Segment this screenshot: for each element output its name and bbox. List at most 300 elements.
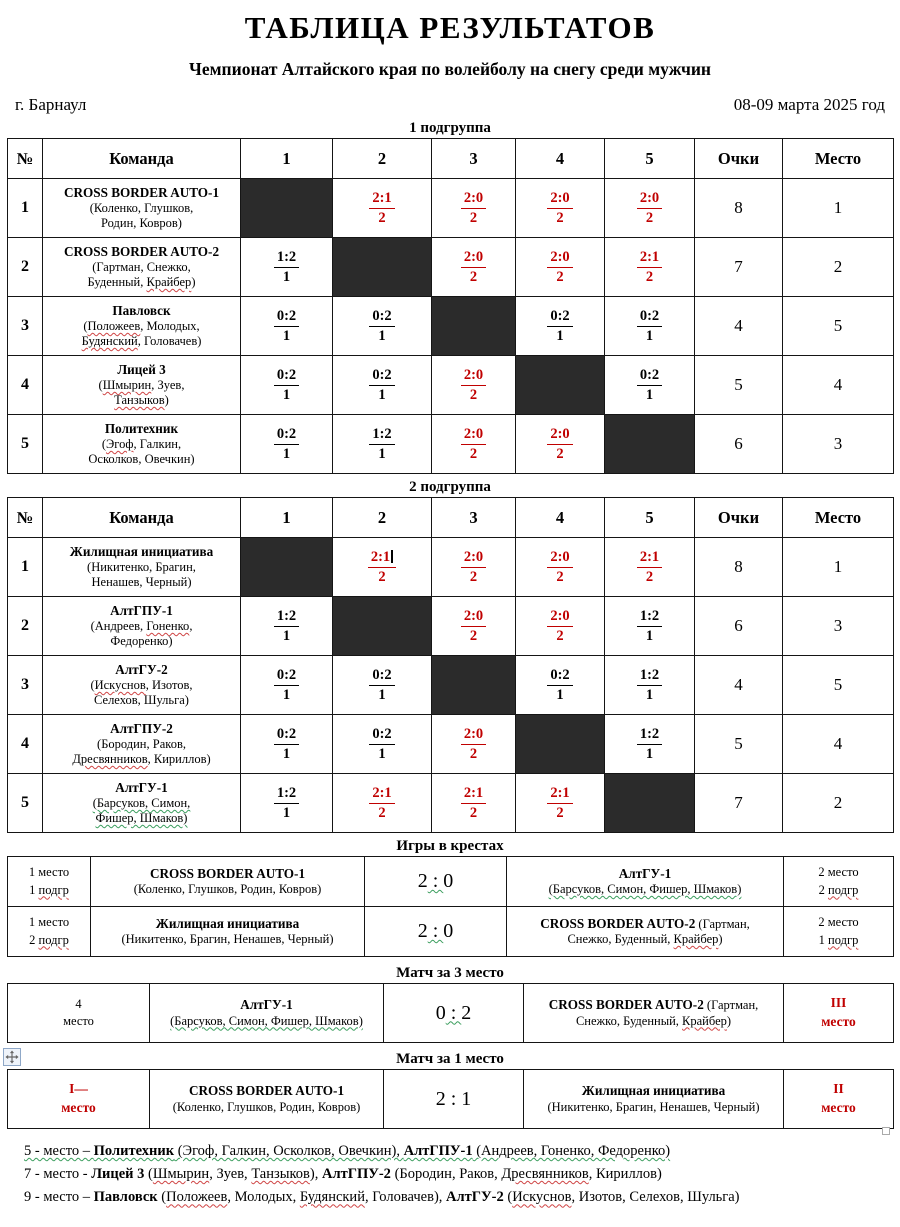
table-row xyxy=(8,238,894,297)
table-row xyxy=(8,774,894,833)
result-cell xyxy=(605,238,695,297)
place-cell: 3 xyxy=(783,415,894,474)
points-cell: 4 xyxy=(695,656,783,715)
match-points: 1 xyxy=(378,386,386,403)
set-score: 2:1 xyxy=(368,548,396,568)
text-segment: Шмырин xyxy=(152,1166,210,1183)
row-number: 3 xyxy=(8,297,43,356)
text-segment: CROSS BORDER AUTO-1 xyxy=(63,184,220,200)
score-fraction xyxy=(547,425,572,464)
text-segment: Ненашев, Черный) xyxy=(91,575,192,590)
score-fraction xyxy=(274,725,299,764)
result-cell xyxy=(605,297,695,356)
text-segment: АлтГПУ-1 xyxy=(403,1143,473,1159)
result-cell xyxy=(516,415,605,474)
text-segment: Родин, Ковров) xyxy=(101,216,182,231)
row-number: 4 xyxy=(8,715,43,774)
text-segment: (Эгоф, Галкин, Осколков, Овечкин), xyxy=(174,1143,404,1159)
match-points: 1 xyxy=(282,445,291,462)
match-points: 2 xyxy=(469,568,478,585)
text-segment: (Бородин, Раков, xyxy=(390,1166,502,1183)
row-number: 5 xyxy=(8,415,43,474)
text-segment: АлтГПУ-1 xyxy=(110,602,173,618)
text-segment: 0 xyxy=(443,870,454,892)
text-segment: АлтГУ-1 xyxy=(115,779,168,795)
text-segment: (Барсуков, Симон, Фишер, Шмаков) xyxy=(548,882,742,896)
text-segment: , Зуев, xyxy=(151,377,185,392)
table-row xyxy=(8,415,894,474)
match-points: 1 xyxy=(378,445,386,462)
text-segment: Жилищная инициатива xyxy=(155,915,300,931)
result-cell xyxy=(605,179,695,238)
result-cell xyxy=(605,356,695,415)
match-points: 2 xyxy=(556,209,564,226)
text-segment: 2 : 1 xyxy=(435,1087,472,1110)
score-fraction xyxy=(461,784,486,823)
result-cell xyxy=(432,597,516,656)
match-points: 2 xyxy=(645,568,654,585)
team-cell xyxy=(43,179,241,238)
column-header: 4 xyxy=(516,498,605,538)
text-segment: Положеев xyxy=(87,318,141,333)
table-row xyxy=(8,297,894,356)
set-score: 2:0 xyxy=(461,189,486,209)
text-segment: 2 место xyxy=(818,865,859,879)
text-segment: ) xyxy=(191,275,196,290)
right-label-cell xyxy=(784,984,894,1043)
right-label-cell xyxy=(784,907,894,957)
set-score: 1:2 xyxy=(369,425,394,445)
diagonal-cell xyxy=(333,238,432,297)
match-points: 2 xyxy=(469,386,478,403)
header-row xyxy=(8,498,894,538)
set-score: 2:0 xyxy=(547,189,572,209)
table-row xyxy=(8,538,894,597)
text-segment: Политехник xyxy=(93,1143,175,1159)
team-cell xyxy=(43,656,241,715)
text-segment: ), xyxy=(309,1166,322,1183)
text-segment: АлтГУ-2 xyxy=(115,661,168,677)
text-segment: CROSS BORDER AUTO-1 xyxy=(149,865,306,881)
match-points: 2 xyxy=(469,745,478,762)
column-header: № xyxy=(8,498,43,538)
result-cell xyxy=(432,179,516,238)
final-standings-footer xyxy=(24,1140,893,1210)
text-segment: I— xyxy=(69,1081,88,1097)
score-fraction xyxy=(547,189,572,228)
team-cell xyxy=(91,907,365,957)
row-number: 1 xyxy=(8,179,43,238)
team-cell xyxy=(507,857,784,907)
row-number: 4 xyxy=(8,356,43,415)
score-fraction xyxy=(461,366,486,405)
diagonal-cell xyxy=(432,297,516,356)
text-segment: ( xyxy=(83,318,88,333)
diagonal-cell xyxy=(605,415,695,474)
set-score: 2:1 xyxy=(547,784,572,804)
text-segment: 9 - место – xyxy=(24,1189,94,1206)
column-header: Очки xyxy=(695,139,783,179)
text-segment: , Головачев) xyxy=(137,334,202,349)
set-score: 0:2 xyxy=(547,666,572,686)
text-segment: АлтГУ-1 xyxy=(240,997,293,1013)
score-fraction xyxy=(369,725,394,764)
place-cell: 5 xyxy=(783,297,894,356)
score-fraction xyxy=(274,248,299,287)
result-cell xyxy=(432,356,516,415)
text-segment: 2 xyxy=(417,870,428,892)
points-cell: 7 xyxy=(695,774,783,833)
text-segment: (Никитенко, Брагин, xyxy=(87,559,196,574)
text-segment: 2 xyxy=(461,1001,472,1024)
text-segment: , Кириллов) xyxy=(588,1166,662,1183)
match-points: 2 xyxy=(556,627,564,644)
set-score: 2:0 xyxy=(461,366,486,386)
match-points: 1 xyxy=(378,745,386,762)
set-score: 0:2 xyxy=(369,307,394,327)
text-segment: Жилищная инициатива xyxy=(581,1083,726,1099)
score-fraction xyxy=(369,666,394,705)
set-score: 0:2 xyxy=(637,307,662,327)
score-fraction xyxy=(637,366,662,405)
match-points: 1 xyxy=(282,386,291,403)
text-segment: , Кириллов) xyxy=(147,752,211,767)
group2-section-label: 2 подгруппа xyxy=(409,479,491,495)
score-fraction xyxy=(369,425,394,464)
score-fraction xyxy=(461,189,486,228)
score-fraction xyxy=(547,548,572,587)
text-segment: Павловск xyxy=(93,1189,158,1206)
footer-line xyxy=(24,1186,893,1209)
set-score: 2:0 xyxy=(461,425,486,445)
points-cell: 5 xyxy=(695,356,783,415)
set-score: 2:0 xyxy=(461,248,486,268)
points-cell: 8 xyxy=(695,538,783,597)
set-score: 0:2 xyxy=(369,666,394,686)
text-segment: (Гартман, xyxy=(695,916,750,931)
score-fraction xyxy=(637,248,662,287)
text-segment: АлтГУ-1 xyxy=(618,865,672,881)
result-cell xyxy=(516,297,605,356)
text-segment: (Бородин, Раков, xyxy=(97,736,186,751)
set-score: 1:2 xyxy=(274,248,299,268)
match1-table xyxy=(7,1069,894,1129)
result-cell xyxy=(516,774,605,833)
text-segment: 2 xyxy=(29,932,39,947)
set-score: 2:1 xyxy=(461,784,486,804)
text-segment: 7 - место - xyxy=(24,1166,92,1183)
text-segment: , Галкин, xyxy=(133,436,182,451)
score-fraction xyxy=(274,784,299,823)
text-segment: Эгоф xyxy=(106,436,134,451)
text-segment: : xyxy=(427,870,444,892)
result-cell xyxy=(432,538,516,597)
set-score: 0:2 xyxy=(369,725,394,745)
set-score: 0:2 xyxy=(274,307,299,327)
match-points: 1 xyxy=(556,327,564,344)
result-cell xyxy=(241,774,333,833)
diagonal-cell xyxy=(432,656,516,715)
team-cell xyxy=(524,984,784,1043)
text-segment: Искуснов xyxy=(512,1189,572,1206)
text-segment: 4 xyxy=(75,996,82,1011)
text-segment: ( xyxy=(157,1189,167,1206)
text-segment: место xyxy=(63,1014,94,1028)
text-segment: Павловск xyxy=(112,302,171,318)
text-segment: 2 xyxy=(818,882,829,897)
text-segment: CROSS BORDER AUTO-2 xyxy=(548,997,704,1013)
match-points: 2 xyxy=(469,209,478,226)
column-header: 1 xyxy=(241,498,333,538)
set-score: 2:0 xyxy=(461,607,486,627)
row-number: 2 xyxy=(8,597,43,656)
result-cell xyxy=(241,238,333,297)
text-segment: 2 xyxy=(417,920,428,942)
text-segment: II xyxy=(833,1081,844,1097)
table-row xyxy=(8,907,894,957)
points-cell: 6 xyxy=(695,597,783,656)
text-segment: ( xyxy=(90,677,95,692)
text-segment: (Барсуков, Симон, xyxy=(92,795,191,810)
team-cell xyxy=(150,984,384,1043)
text-segment: 1 xyxy=(29,882,39,897)
set-score: 1:2 xyxy=(274,607,299,627)
match-points: 2 xyxy=(645,268,654,285)
text-segment: ) xyxy=(726,1013,732,1028)
column-header: 2 xyxy=(333,498,432,538)
text-segment: Искуснов xyxy=(94,677,146,692)
diagonal-cell xyxy=(241,538,333,597)
set-score: 2:0 xyxy=(461,725,486,745)
footer-line xyxy=(24,1140,893,1163)
place-cell: 5 xyxy=(783,656,894,715)
footer-line xyxy=(24,1163,893,1186)
set-score: 0:2 xyxy=(547,307,572,327)
score-cell xyxy=(365,907,507,957)
score-fraction xyxy=(547,784,572,823)
team-cell xyxy=(507,907,784,957)
score-fraction xyxy=(461,425,486,464)
text-segment: (Никитенко, Брагин, Ненашев, Черный) xyxy=(547,1099,760,1114)
text-segment: место xyxy=(821,1014,856,1029)
text-segment: ( xyxy=(98,377,103,392)
match-points: 2 xyxy=(378,804,386,821)
match-points: 1 xyxy=(645,745,654,762)
match-points: 2 xyxy=(469,268,478,285)
text-segment: подгр xyxy=(828,932,859,947)
text-segment: , Головачев), xyxy=(364,1189,447,1206)
place-cell: 2 xyxy=(783,774,894,833)
text-segment: Шмырин xyxy=(102,377,152,392)
set-score: 2:0 xyxy=(461,548,486,568)
team-cell xyxy=(43,238,241,297)
table-row xyxy=(8,656,894,715)
result-cell xyxy=(241,715,333,774)
text-segment: (Барсуков, Симон, Фишер, Шмаков) xyxy=(170,1013,363,1028)
set-score: 2:1 xyxy=(637,248,662,268)
result-cell xyxy=(516,538,605,597)
meta-row xyxy=(7,95,893,115)
table-row xyxy=(8,984,894,1043)
set-score: 2:0 xyxy=(547,425,572,445)
points-cell: 8 xyxy=(695,179,783,238)
score-fraction xyxy=(369,189,394,228)
score-fraction xyxy=(369,366,394,405)
group1-table xyxy=(7,138,894,474)
team-cell xyxy=(150,1070,384,1129)
text-segment: ( xyxy=(144,1166,153,1183)
column-header: 1 xyxy=(241,139,333,179)
score-fraction xyxy=(274,307,299,346)
result-cell xyxy=(516,656,605,715)
text-segment: Федоренко) xyxy=(110,634,173,649)
text-segment: , Изотов, Селехов, Шульга) xyxy=(571,1189,740,1206)
column-header: 3 xyxy=(432,498,516,538)
text-segment: 1 место xyxy=(28,915,70,929)
text-segment: Крайбер xyxy=(146,275,192,290)
result-cell xyxy=(241,297,333,356)
table-move-handle[interactable] xyxy=(3,1048,21,1066)
set-score: 2:0 xyxy=(637,189,662,209)
match-points: 1 xyxy=(378,686,386,703)
text-segment: : xyxy=(427,920,444,942)
diagonal-cell xyxy=(516,715,605,774)
team-cell xyxy=(43,715,241,774)
match-points: 1 xyxy=(282,627,291,644)
set-score: 0:2 xyxy=(274,366,299,386)
result-cell xyxy=(333,179,432,238)
text-segment: , Зуев, xyxy=(209,1166,252,1183)
place-cell: 1 xyxy=(783,179,894,238)
team-cell xyxy=(524,1070,784,1129)
set-score: 1:2 xyxy=(274,784,299,804)
match-points: 1 xyxy=(282,745,291,762)
set-score: 0:2 xyxy=(637,366,662,386)
text-segment: (Гартман, Снежко, xyxy=(92,259,191,274)
text-segment: ) xyxy=(718,932,723,946)
place-cell: 4 xyxy=(783,715,894,774)
result-cell xyxy=(333,356,432,415)
text-segment: CROSS BORDER AUTO-2 xyxy=(63,243,220,259)
group1-section-label: 1 подгруппа xyxy=(409,120,491,136)
team-cell xyxy=(43,297,241,356)
score-fraction xyxy=(547,666,572,705)
match-points: 2 xyxy=(645,209,654,226)
match-points: 2 xyxy=(469,627,478,644)
match-points: 2 xyxy=(469,445,478,462)
match-points: 2 xyxy=(556,804,564,821)
text-segment: Осколков, Овечкин) xyxy=(88,452,195,467)
text-segment: Дресвянников xyxy=(501,1166,589,1183)
text-segment: подгр xyxy=(38,882,69,897)
match3-section-label: Матч за 3 место xyxy=(396,965,504,981)
text-segment: Фишер, Шмаков) xyxy=(95,811,188,826)
column-header: Место xyxy=(783,139,894,179)
set-score: 1:2 xyxy=(637,607,662,627)
text-segment: , Изотов, xyxy=(145,677,193,692)
score-fraction xyxy=(274,366,299,405)
left-label-cell xyxy=(8,857,91,907)
text-segment: (Андреев, Гоненко, Федоренко) xyxy=(472,1143,671,1159)
text-segment: Селехов, Шульга) xyxy=(94,693,189,708)
table-resize-handle[interactable] xyxy=(882,1127,890,1135)
result-cell xyxy=(516,179,605,238)
set-score: 0:2 xyxy=(369,366,394,386)
result-cell xyxy=(333,715,432,774)
score-fraction xyxy=(461,248,486,287)
set-score: 0:2 xyxy=(274,666,299,686)
place-cell: 3 xyxy=(783,597,894,656)
city-label: г. Барнаул xyxy=(15,95,87,114)
set-score: 2:0 xyxy=(547,248,572,268)
result-cell xyxy=(333,774,432,833)
set-score: 2:0 xyxy=(547,607,572,627)
score-fraction xyxy=(547,248,572,287)
points-cell: 6 xyxy=(695,415,783,474)
match-points: 2 xyxy=(378,568,386,585)
result-cell xyxy=(516,238,605,297)
result-cell xyxy=(241,415,333,474)
score-fraction xyxy=(547,607,572,646)
result-cell xyxy=(241,597,333,656)
set-score: 1:2 xyxy=(637,666,662,686)
match-points: 1 xyxy=(282,804,291,821)
text-segment: (Гартман, xyxy=(703,998,759,1013)
column-header: Очки xyxy=(695,498,783,538)
match-points: 1 xyxy=(645,327,654,344)
text-segment: , xyxy=(189,618,193,633)
column-header: Место xyxy=(783,498,894,538)
text-segment: Будянский xyxy=(81,334,138,349)
score-cell xyxy=(384,1070,524,1129)
score-fraction xyxy=(461,725,486,764)
match3-table xyxy=(7,983,894,1043)
result-cell xyxy=(432,238,516,297)
team-cell xyxy=(43,597,241,656)
table-row xyxy=(8,179,894,238)
text-segment: 1 xyxy=(818,932,829,947)
match-points: 1 xyxy=(645,627,654,644)
score-cell xyxy=(365,857,507,907)
text-segment: 5 - место – xyxy=(24,1143,94,1159)
column-header: 5 xyxy=(605,498,695,538)
set-score: 2:1 xyxy=(369,189,394,209)
score-cell xyxy=(384,984,524,1043)
text-segment: Гоненко xyxy=(146,618,190,633)
set-score: 0:2 xyxy=(274,425,299,445)
text-segment: ( xyxy=(101,436,107,451)
score-fraction xyxy=(637,548,662,587)
text-segment: 1 место xyxy=(28,865,70,879)
match-points: 2 xyxy=(556,568,564,585)
match-points: 1 xyxy=(556,686,564,703)
score-fraction xyxy=(274,607,299,646)
text-segment: Будянский xyxy=(299,1189,365,1206)
column-header: 5 xyxy=(605,139,695,179)
match-points: 2 xyxy=(378,209,386,226)
result-cell xyxy=(432,415,516,474)
move-arrows-icon xyxy=(5,1050,19,1064)
text-segment: Крайбер xyxy=(682,1013,727,1028)
result-cell xyxy=(605,538,695,597)
row-number: 1 xyxy=(8,538,43,597)
text-segment: : xyxy=(445,1001,462,1024)
match-points: 2 xyxy=(556,445,564,462)
match1-section-label: Матч за 1 место xyxy=(396,1051,504,1067)
result-cell xyxy=(333,656,432,715)
score-fraction xyxy=(369,784,394,823)
score-fraction xyxy=(637,189,662,228)
